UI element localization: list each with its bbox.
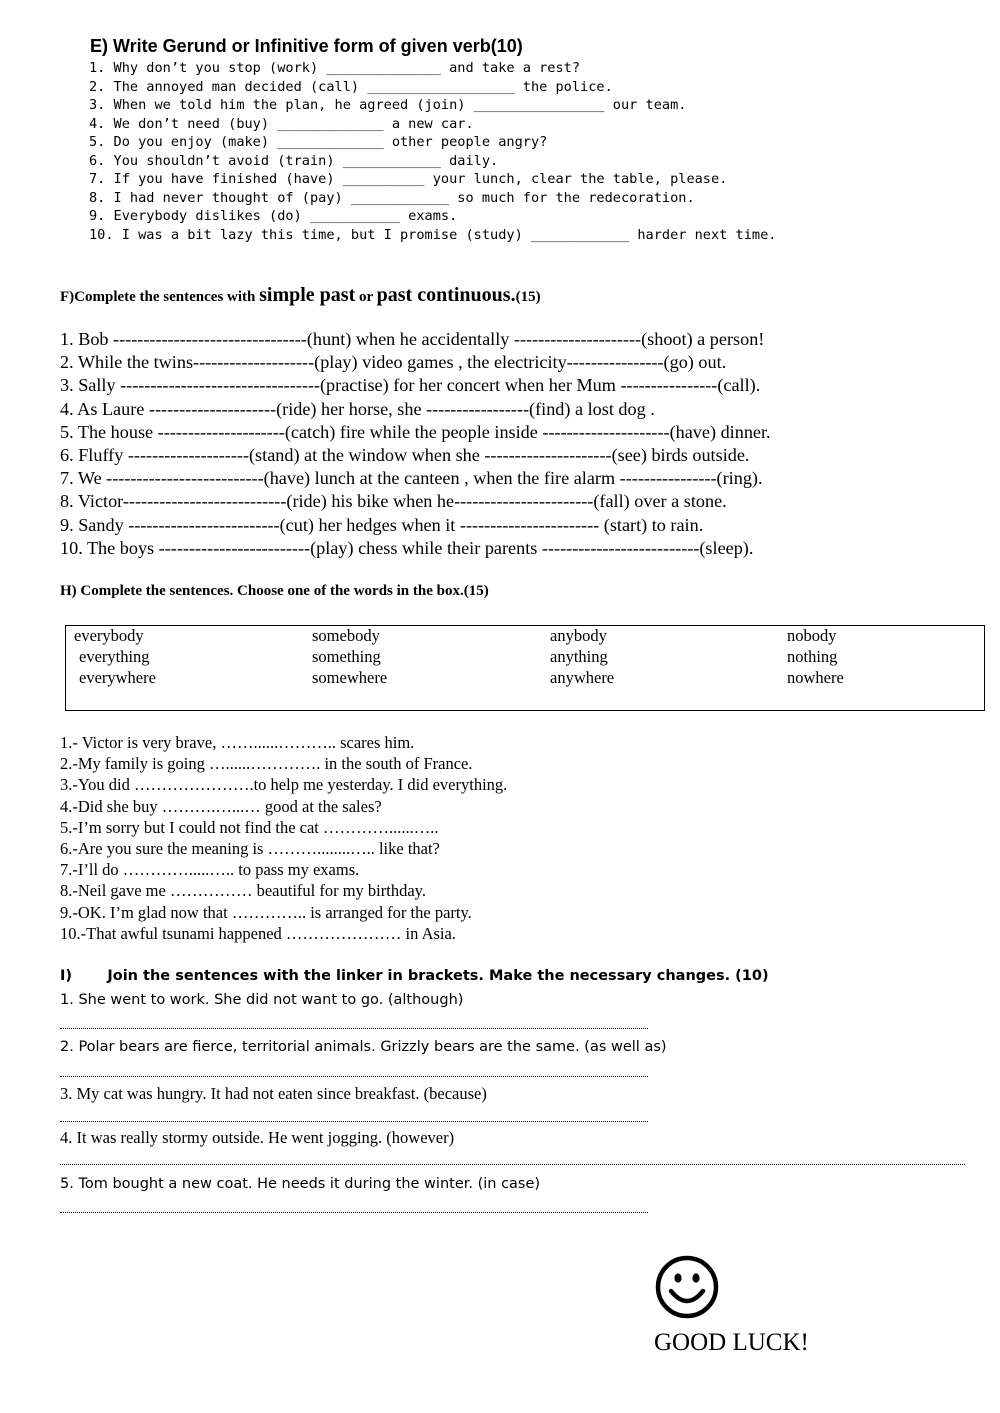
section-h-item-3: 3.-You did ………………….to help me yesterday. I did everything. bbox=[60, 775, 508, 795]
word-everybody: everybody bbox=[74, 626, 144, 645]
section-f-title-prefix: F)Complete the sentences with bbox=[60, 289, 260, 305]
answer-line-3 bbox=[60, 1121, 648, 1122]
section-e-item-1: 1. Why don’t you stop (work) ______________ and take a rest? bbox=[89, 60, 581, 76]
word-somebody: somebody bbox=[312, 626, 380, 645]
word-something: something bbox=[312, 647, 381, 666]
section-h-item-10: 10.-That awful tsunami happened ………………… in Asia. bbox=[60, 923, 456, 943]
section-e-item-2: 2. The annoyed man decided (call) __________________ the police. bbox=[89, 78, 613, 95]
section-e-item-7: 7. If you have finished (have) __________ your lunch, clear the table, please. bbox=[89, 171, 728, 187]
section-f-title-mid: or bbox=[355, 289, 377, 305]
section-e-title: E) Write Gerund or Infinitive form of given verb(10) bbox=[90, 36, 523, 56]
word-anywhere: anywhere bbox=[550, 668, 615, 687]
section-e-item-4: 4. We don’t need (buy) _____________ a new car. bbox=[89, 115, 474, 132]
word-box bbox=[65, 625, 985, 711]
section-e-item-10: 10. I was a bit lazy this time, but I promise (study) ____________ harder next time. bbox=[89, 226, 777, 243]
section-h-item-2: 2.-My family is going …......…………. in the south of France. bbox=[60, 754, 473, 774]
section-f-item-10: 10. The boys -------------------------(play) chess while their parents --------------------------(sleep). bbox=[60, 537, 754, 558]
word-anybody: anybody bbox=[550, 626, 607, 645]
word-nowhere: nowhere bbox=[787, 668, 844, 687]
section-h-item-8: 8.-Neil gave me …………… beautiful for my birthday. bbox=[60, 881, 426, 901]
section-h-item-6: 6.-Are you sure the meaning is ………........….. like that? bbox=[60, 839, 440, 858]
section-f-item-5: 5. The house ---------------------(catch) fire while the people inside ---------------------(have) dinner. bbox=[60, 421, 771, 442]
section-f-title-em1: simple past bbox=[259, 284, 356, 306]
word-nothing: nothing bbox=[787, 647, 838, 666]
section-e-item-3: 3. When we told him the plan, he agreed (join) ________________ our team. bbox=[89, 97, 687, 113]
section-f-title bbox=[60, 284, 541, 307]
section-e-item-6: 6. You shouldn’t avoid (train) ____________ daily. bbox=[89, 152, 499, 169]
section-i-item-2: 2. Polar bears are fierce, territorial animals. Grizzly bears are the same. (as well as) bbox=[60, 1039, 667, 1055]
answer-line-4 bbox=[60, 1164, 965, 1165]
section-f-item-7: 7. We --------------------------(have) lunch at the canteen , when the fire alarm ----------------(ring). bbox=[60, 468, 763, 489]
smiley-face-icon bbox=[655, 1255, 719, 1319]
word-nobody: nobody bbox=[787, 626, 837, 645]
word-somewhere: somewhere bbox=[312, 668, 388, 687]
section-h-item-4: 4.-Did she buy ……….…...… good at the sales? bbox=[60, 796, 382, 816]
section-h-item-9: 9.-OK. I’m glad now that ………….. is arranged for the party. bbox=[60, 902, 472, 922]
word-anything: anything bbox=[550, 647, 608, 666]
good-luck-text: GOOD LUCK! bbox=[654, 1329, 809, 1356]
section-f-item-3: 3. Sally ---------------------------------(practise) for her concert when her Mum ----------------(call). bbox=[60, 375, 761, 396]
answer-line-5 bbox=[60, 1212, 648, 1213]
section-e-item-9: 9. Everybody dislikes (do) ___________ exams. bbox=[89, 208, 458, 224]
section-e-item-8: 8. I had never thought of (pay) ____________ so much for the redecoration. bbox=[89, 189, 695, 206]
section-i-title: I) Join the sentences with the linker in brackets. Make the necessary changes. (10) bbox=[60, 968, 769, 984]
section-f-item-1: 1. Bob --------------------------------(hunt) when he accidentally ---------------------(shoot) a person! bbox=[60, 329, 765, 349]
word-everything: everything bbox=[79, 647, 150, 666]
section-i-item-4: 4. It was really stormy outside. He went jogging. (however) bbox=[60, 1128, 455, 1147]
section-i-item-3: 3. My cat was hungry. It had not eaten since breakfast. (because) bbox=[60, 1084, 487, 1103]
answer-line-2 bbox=[60, 1076, 648, 1077]
section-f-item-2: 2. While the twins--------------------(play) video games , the electricity----------------(go) out. bbox=[60, 352, 727, 373]
section-f-item-8: 8. Victor---------------------------(ride) his bike when he-----------------------(fall) over a stone. bbox=[60, 491, 727, 512]
section-f-item-4: 4. As Laure ---------------------(ride) her horse, she -----------------(find) a lost dog . bbox=[60, 398, 655, 419]
section-h-title: H) Complete the sentences. Choose one of the words in the box.(15) bbox=[60, 583, 489, 599]
section-f-title-suffix: (15) bbox=[515, 289, 541, 305]
section-h-item-1: 1.- Victor is very brave, ……......……….. scares him. bbox=[60, 733, 415, 752]
section-h-item-5: 5.-I’m sorry but I could not find the cat …………......….. bbox=[60, 817, 439, 837]
section-f-title-em2: past continuous. bbox=[376, 284, 516, 306]
section-e-item-5: 5. Do you enjoy (make) _____________ other people angry? bbox=[89, 134, 548, 150]
section-f-item-6: 6. Fluffy --------------------(stand) at the window when she ---------------------(see) birds outside. bbox=[60, 445, 750, 465]
answer-line-1 bbox=[60, 1028, 648, 1029]
section-i-item-5: 5. Tom bought a new coat. He needs it during the winter. (in case) bbox=[60, 1176, 541, 1192]
section-h-item-7: 7.-I’ll do ………….....….. to pass my exams. bbox=[60, 860, 360, 880]
section-i-item-1: 1. She went to work. She did not want to go. (although) bbox=[60, 992, 464, 1008]
section-f-item-9: 9. Sandy -------------------------(cut) her hedges when it ----------------------- (start) to rain. bbox=[60, 514, 704, 535]
word-everywhere: everywhere bbox=[79, 668, 156, 687]
